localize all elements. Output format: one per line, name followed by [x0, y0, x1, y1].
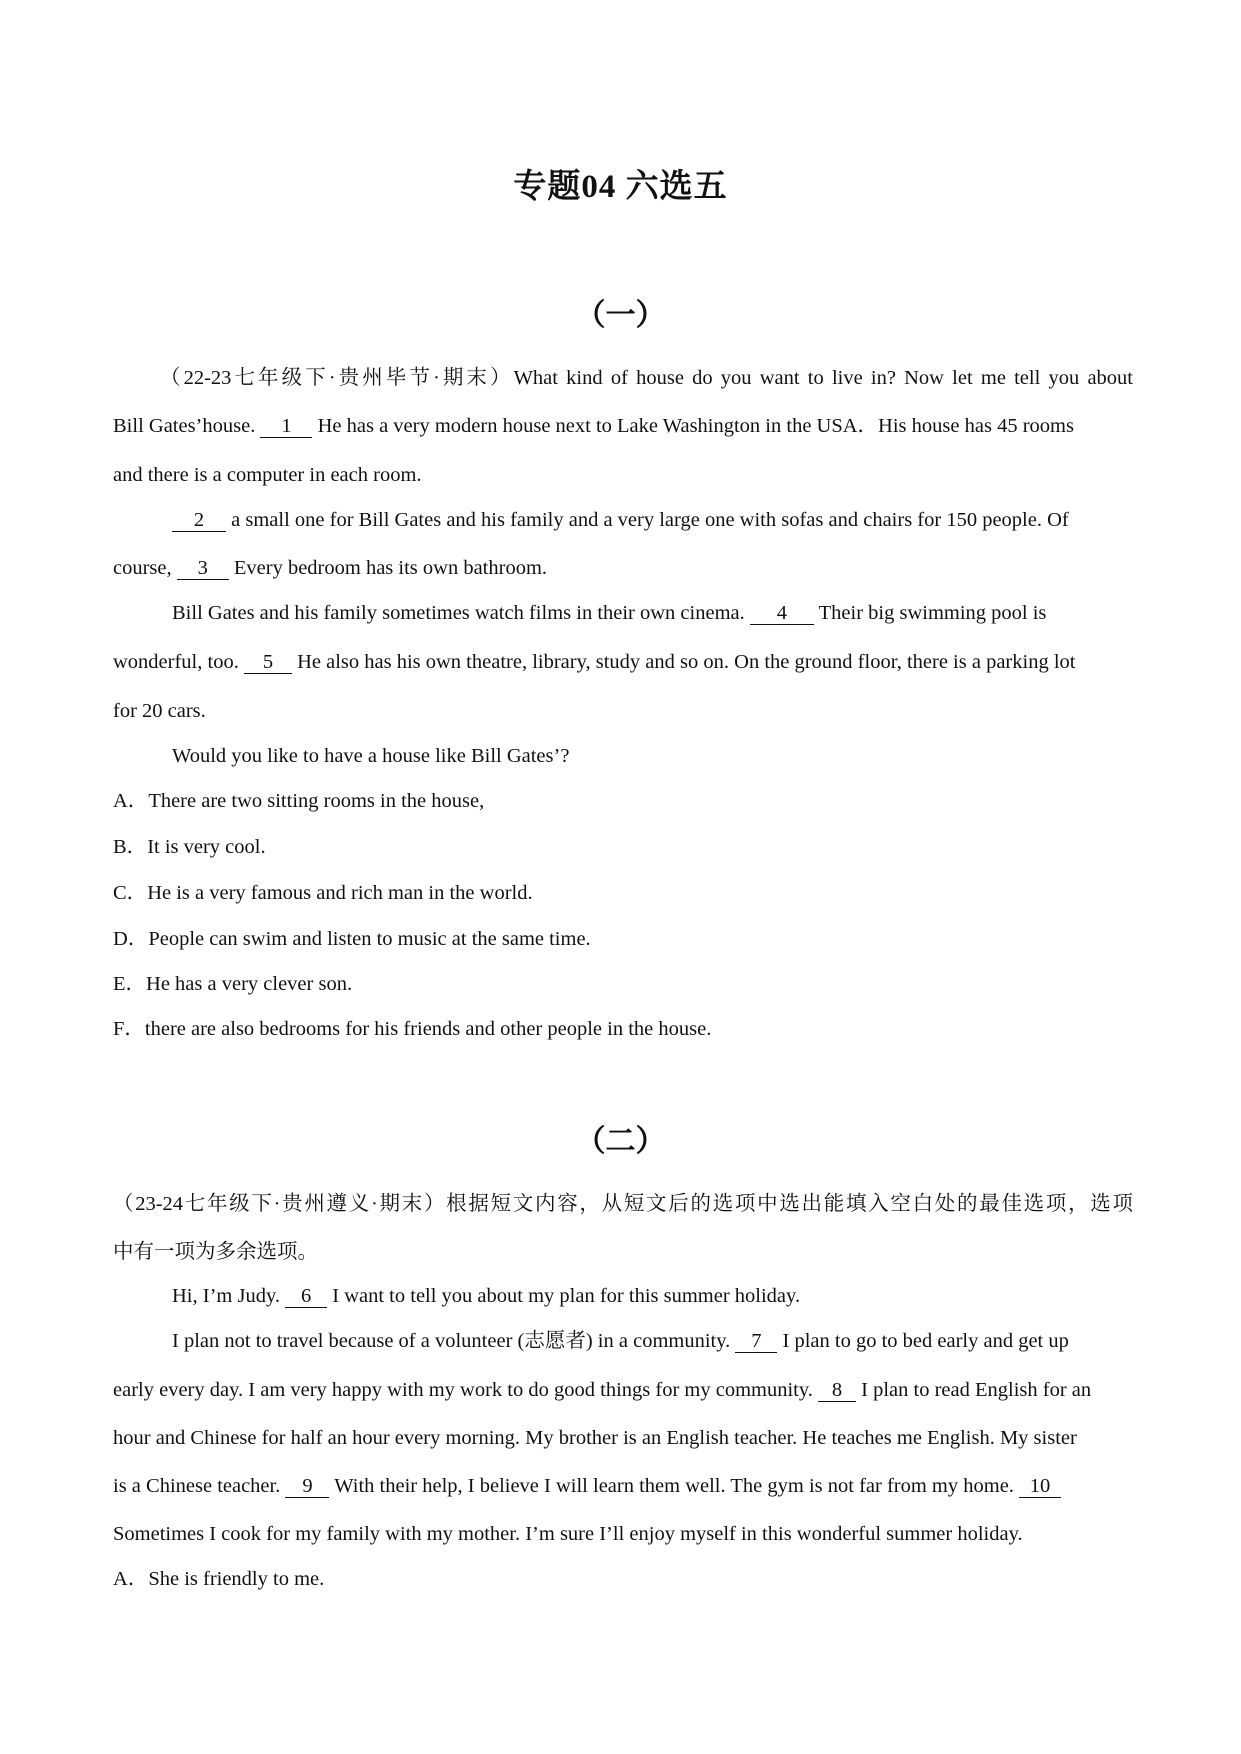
source-label: （23-24七年级下·贵州遵义·期末） [113, 1193, 447, 1215]
blank-9: 9 [285, 1475, 329, 1498]
paragraph-line: is a Chinese teacher. 9 With their help, I believe I will learn them well. The gym is not far from my home. 10 [113, 1472, 1133, 1500]
paragraph-line: wonderful, too. 5 He also has his own theatre, library, study and so on. On the ground floor, there is a parking lot [113, 651, 1076, 673]
paragraph-line: （22-23七年级下·贵州毕节·期末）What kind of house do you want to live in? Now let me tell you about [160, 367, 1133, 389]
option-f: F．there are also bedrooms for his friends and other people in the house. [113, 1018, 712, 1040]
paragraph-line: hour and Chinese for half an hour every morning. My brother is an English teacher. He teaches me English. My sister [113, 1427, 1077, 1449]
option-d: D．People can swim and listen to music at the same time. [113, 928, 591, 950]
paragraph-line: for 20 cars. [113, 700, 206, 722]
paragraph-line: and there is a computer in each room. [113, 464, 422, 486]
source-label: （22-23七年级下·贵州毕节·期末） [160, 367, 514, 389]
paragraph-line: Bill Gates’house. 1 He has a very modern house next to Lake Washington in the USA．His house has 45 rooms [113, 415, 1074, 437]
paragraph-line: （23-24七年级下·贵州遵义·期末）根据短文内容，从短文后的选项中选出能填入空白处的最佳选项，选项 [113, 1193, 1133, 1215]
paragraph-line: early every day. I am very happy with my work to do good things for my community. 8 I plan to read English for an [113, 1379, 1092, 1401]
blank-5: 5 [244, 651, 292, 674]
option-a: A．There are two sitting rooms in the house, [113, 790, 485, 812]
blank-1: 1 [260, 415, 312, 438]
blank-7: 7 [735, 1330, 777, 1353]
blank-2: 2 [172, 509, 226, 532]
option-c: C．He is a very famous and rich man in the world. [113, 882, 533, 904]
paragraph-line: Sometimes I cook for my family with my mother. I’m sure I’ll enjoy myself in this wonderful summer holiday. [113, 1523, 1023, 1545]
paragraph-line: Hi, I’m Judy. 6 I want to tell you about my plan for this summer holiday. [172, 1285, 801, 1307]
paragraph-line: Bill Gates and his family sometimes watch films in their own cinema. 4 Their big swimming pool is [172, 602, 1047, 624]
option-a: A．She is friendly to me. [113, 1568, 325, 1590]
page-title: 专题04 六选五 [513, 169, 728, 205]
paragraph-line: Would you like to have a house like Bill Gates’? [172, 745, 570, 767]
paragraph-line: 中有一项为多余选项。 [113, 1241, 318, 1263]
blank-8: 8 [818, 1379, 856, 1402]
paragraph-line: course, 3 Every bedroom has its own bathroom. [113, 557, 548, 579]
blank-4: 4 [750, 602, 814, 625]
blank-6: 6 [285, 1285, 327, 1308]
blank-3: 3 [177, 557, 229, 580]
option-e: E．He has a very clever son. [113, 973, 353, 995]
section-heading-2: （二） [575, 1125, 666, 1158]
blank-10: 10 [1019, 1475, 1061, 1498]
paragraph-line: I plan not to travel because of a volunteer (志愿者) in a community. 7 I plan to go to bed early and get up [172, 1330, 1069, 1352]
section-heading-1: （一） [575, 299, 666, 332]
paragraph-line: 2 a small one for Bill Gates and his family and a very large one with sofas and chairs for 150 people. Of [172, 506, 1192, 534]
option-b: B．It is very cool. [113, 836, 266, 858]
